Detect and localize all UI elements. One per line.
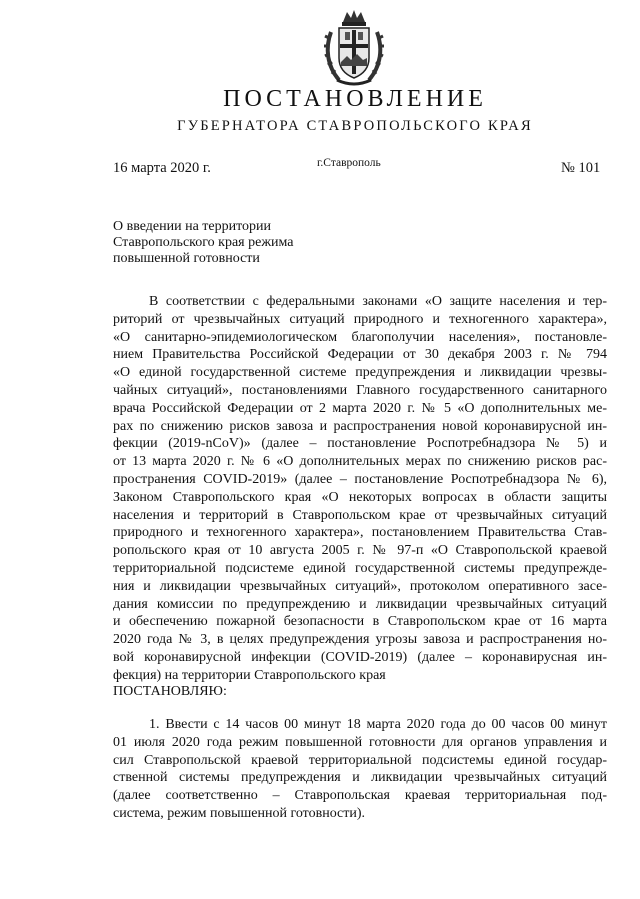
preamble-paragraph bbox=[113, 293, 607, 685]
decree-word: ПОСТАНОВЛЯЮ: bbox=[113, 684, 227, 699]
document-date: 16 марта 2020 г. bbox=[113, 160, 211, 176]
point-line: (далее соответственно – Ставропольская краевая территориальная под- bbox=[113, 788, 607, 804]
document-city: г.Ставрополь bbox=[317, 157, 381, 169]
point-line: система, режим повышенной готовности). bbox=[113, 805, 366, 821]
preamble-line: чайных ситуаций», постановлениями Главного государственного санитарного bbox=[113, 382, 607, 398]
point-1-paragraph bbox=[113, 716, 607, 823]
preamble-line: врача Российской Федерации от 2 марта 2020 г. № 5 «О дополнительных ме- bbox=[113, 400, 607, 416]
preamble-line: пространения COVID-2019» (далее – постановление Роспотребнадзора № 6), bbox=[113, 471, 607, 487]
preamble-line: природного и техногенного характера», постановлением Правительства Став- bbox=[113, 525, 607, 541]
preamble-line: «О санитарно-эпидемиологическом благополучии населения», постановле- bbox=[113, 329, 607, 345]
preamble-line: и обеспечению пожарной безопасности в Ставропольском крае от 16 марта bbox=[113, 614, 607, 630]
point-line: ственной системы предупреждения и ликвидации чрезвычайных ситуаций bbox=[113, 770, 607, 786]
preamble-line: от 13 марта 2020 г. № 6 «О дополнительных мерах по снижению рисков рас- bbox=[113, 454, 607, 470]
preamble-line: 2020 года № 3, в целях предупреждения угрозы завоза и распространения но- bbox=[113, 632, 607, 648]
preamble-line: Законом Ставропольского края «О некоторых вопросах в области защиты bbox=[113, 489, 607, 505]
preamble-line: территориальной подсистеме единой государственной системы предупрежде- bbox=[113, 560, 607, 576]
preamble-line: фекция) на территории Ставропольского края bbox=[113, 667, 386, 683]
document-issuer: ГУБЕРНАТОРА СТАВРОПОЛЬСКОГО КРАЯ bbox=[177, 118, 533, 134]
document-title: ПОСТАНОВЛЕНИЕ bbox=[223, 86, 487, 112]
preamble-line: ния и ликвидации чрезвычайных ситуаций», протоколом оперативного засе- bbox=[113, 578, 607, 594]
preamble-line: вой коронавирусной инфекции (COVID-2019) (далее – коронавирусная ин- bbox=[113, 649, 607, 665]
point-line: 1. Ввести с 14 часов 00 минут 18 марта 2020 года до 00 часов 00 минут bbox=[149, 717, 607, 732]
preamble-line: риторий от чрезвычайных ситуаций природного и техногенного характера», bbox=[113, 311, 607, 327]
coat-of-arms-emblem-icon bbox=[323, 8, 385, 86]
point-line: сил Ставропольской краевой территориальной подсистемы единой государ- bbox=[113, 752, 607, 768]
subject-line: повышенной готовности bbox=[113, 251, 260, 266]
subject-line: О введении на территории bbox=[113, 219, 272, 234]
preamble-line: ропольского края от 10 августа 2005 г. № 97-п «О Ставропольской краевой bbox=[113, 543, 607, 559]
point-line: 01 июля 2020 года режим повышенной готовности для органов управления и bbox=[113, 734, 607, 750]
preamble-line: нием Правительства Российской Федерации от 30 декабря 2003 г. № 794 bbox=[113, 347, 607, 363]
preamble-line: населения и территорий в Ставропольском крае от чрезвычайных ситуаций bbox=[113, 507, 607, 523]
preamble-line: дания комиссии по предупреждению и ликвидации чрезвычайных ситуаций bbox=[113, 596, 607, 612]
document-subject bbox=[113, 219, 373, 267]
preamble-line: В соответствии с федеральными законами «О защите населения и тер- bbox=[149, 294, 607, 309]
preamble-line: рах по снижению рисков завоза и распространения новой коронавирусной ин- bbox=[113, 418, 607, 434]
preamble-line: «О единой государственной системе предупреждения и ликвидации чрезвы- bbox=[113, 365, 607, 381]
preamble-line: фекции (2019-nCoV)» (далее – постановление Роспотребнадзора № 5) и bbox=[113, 436, 607, 452]
subject-line: Ставропольского края режима bbox=[113, 235, 294, 250]
document-number: № 101 bbox=[561, 160, 601, 176]
